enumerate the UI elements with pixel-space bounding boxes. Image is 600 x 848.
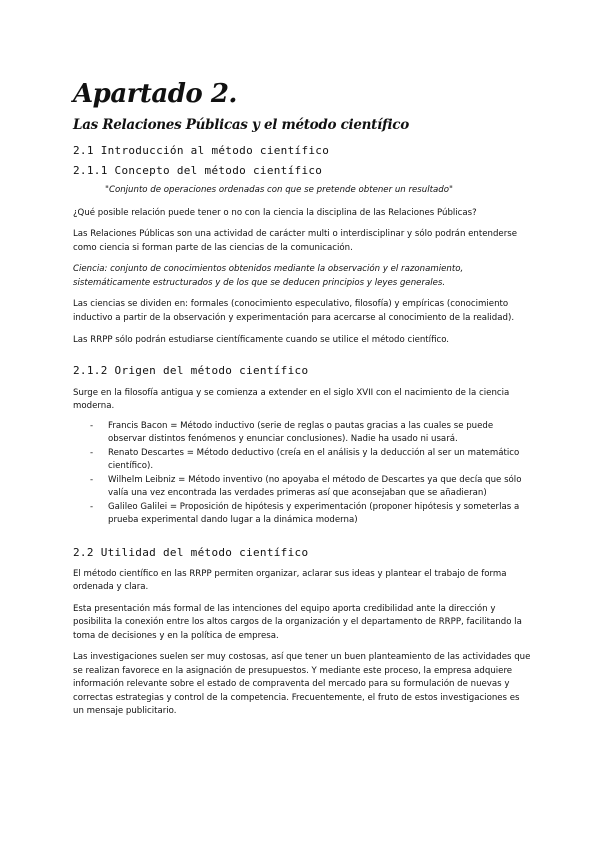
paragraph-ciencia-definicion: Ciencia: conjunto de conocimientos obtenidos mediante la observación y el razonamiento, sistemáticamente estructurados y de los que se deducen principios y leyes generales. — [73, 264, 464, 288]
paragraph-rrpp-ciencia: Las Relaciones Públicas son una actividad de carácter multi o interdisciplinar y sólo podrán entenderse como ciencia si forman parte de las ciencias de la comunicación. — [73, 229, 518, 253]
chapter-subtitle: Las Relaciones Públicas y el método científico — [73, 117, 409, 133]
definition-quote: "Conjunto de operaciones ordenadas con que se pretende obtener un resultado" — [105, 185, 453, 195]
list-item-text: Galileo Galilei = Proposición de hipótesis y experimentación (proponer hipótesis y someterlas a prueba experimental dando lugar a la dinámica moderna) — [108, 501, 520, 525]
list-item — [73, 447, 533, 474]
list-dash: - — [90, 474, 94, 485]
list-item-text: Francis Bacon = Método inductivo (serie de reglas o pautas gracias a las cuales se puede observar distintos fenómenos y enunciar conclusiones). Nadie ha usado ni usará. — [108, 420, 494, 444]
paragraph-ciencias-division: Las ciencias se dividen en: formales (conocimiento especulativo, filosofía) y empíricas (conocimiento inductivo a partir de la observación y experimentación para acercarse al conocimiento de la realidad). — [73, 299, 515, 323]
section-2-1-1-heading: 2.1.1 Concepto del método científico — [73, 164, 323, 177]
paragraph-origen: Surge en la filosofía antigua y se comienza a extender en el siglo XVII con el nacimiento de la ciencia moderna. — [73, 387, 510, 411]
paragraph-investigaciones: Las investigaciones suelen ser muy costosas, así que tener un buen planteamiento de las actividades que se realizan favorece en la asignación de presupuestos. Y mediante este proceso, la empresa adquiere información relevante sobre el estado de compraventa del mercado para su formulación de nuevas y correctas estrategias y control de la competencia. Frecuentemente, el fruto de estos investigaciones es un mensaje publicitario. — [73, 652, 531, 716]
paragraph-utilidad: El método científico en las RRPP permiten organizar, aclarar sus ideas y plantear el trabajo de forma ordenada y clara. — [73, 568, 507, 592]
authors-list — [73, 420, 533, 528]
list-dash: - — [90, 501, 94, 512]
section-2-1-2-heading: 2.1.2 Origen del método científico — [73, 363, 309, 377]
list-item-text: Renato Descartes = Método deductivo (creía en el análisis y la deducción al ser un matemático científico). — [108, 447, 520, 471]
list-item — [73, 474, 533, 501]
list-dash: - — [90, 447, 94, 458]
list-item — [73, 420, 533, 447]
paragraph-presentacion: Esta presentación más formal de las intenciones del equipo aporta credibilidad ante la dirección y posibilita la conexión entre los altos cargos de la organización y el departamento de RRPP, facilitando la toma de decisiones y en la política de empresa. — [73, 603, 522, 641]
chapter-title: Apartado 2. — [73, 79, 237, 109]
list-item — [73, 501, 533, 528]
paragraph-rrpp-metodo: Las RRPP sólo podrán estudiarse científicamente cuando se utilice el método científico. — [73, 335, 450, 345]
question-paragraph: ¿Qué posible relación puede tener o no con la ciencia la disciplina de las Relaciones Públicas? — [73, 207, 477, 218]
section-2-1-heading: 2.1 Introducción al método científico — [73, 144, 330, 157]
list-item-text: Wilhelm Leibniz = Método inventivo (no apoyaba el método de Descartes ya que decía que sólo valía una vez encontrada las verdades primeras así que aconsejaban que se añadieran) — [108, 474, 522, 498]
list-dash: - — [90, 420, 94, 431]
document-page — [73, 78, 533, 719]
section-2-2-heading: 2.2 Utilidad del método científico — [73, 545, 309, 559]
